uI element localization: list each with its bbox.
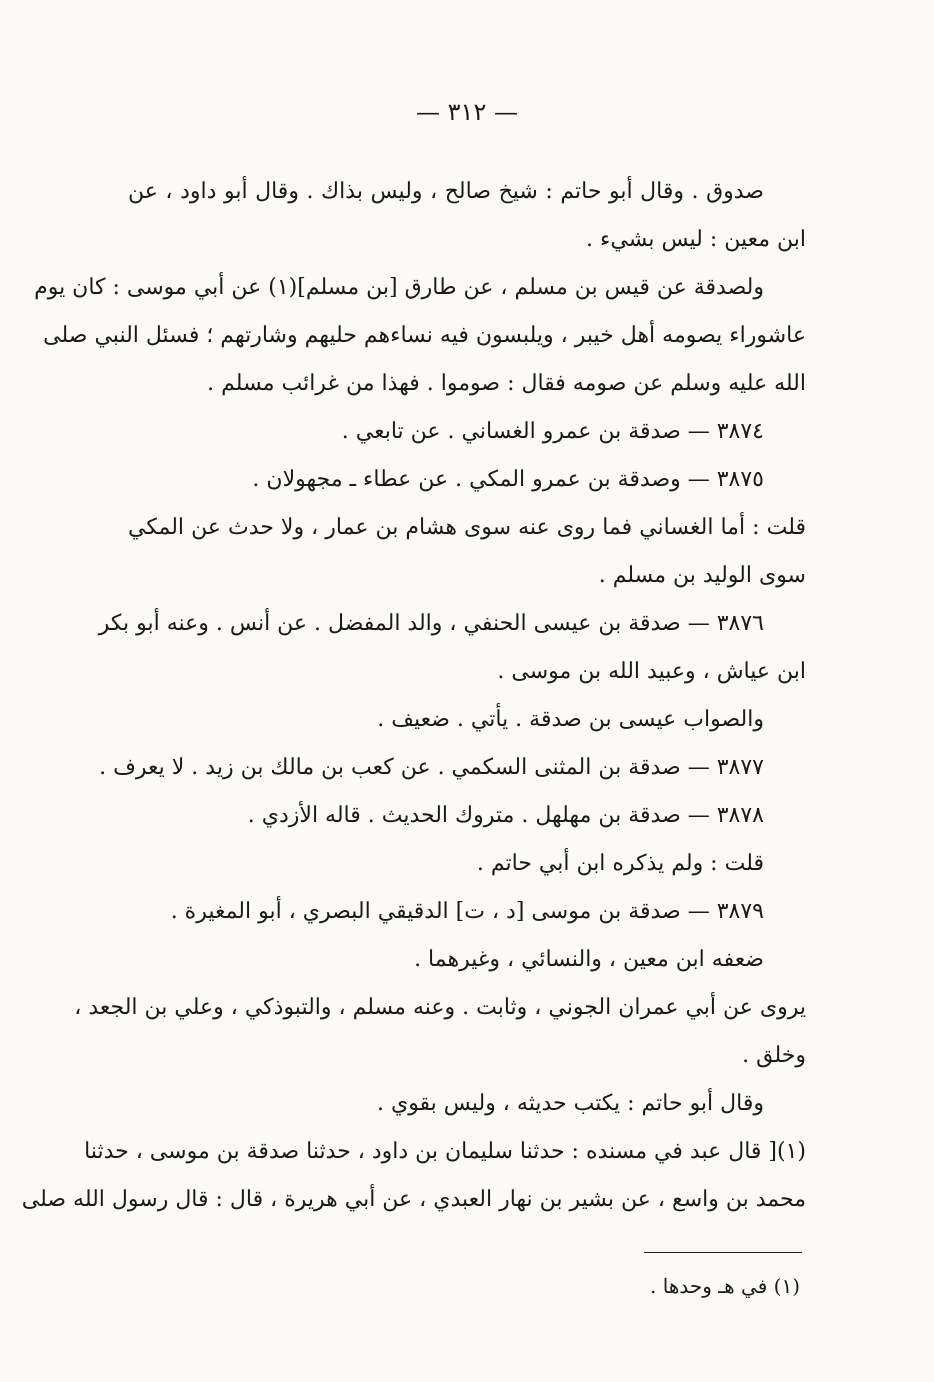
entry-3877: ٣٨٧٧ — صدقة بن المثنى السكمي . عن كعب بن مالك بن زيد . لا يعرف . xyxy=(99,755,764,780)
entry-3874: ٣٨٧٤ — صدقة بن عمرو الغساني . عن تابعي . xyxy=(341,419,764,444)
entry-3875: ٣٨٧٥ — وصدقة بن عمرو المكي . عن عطاء ـ مجهولان . xyxy=(252,467,764,492)
text-line: وخلق . xyxy=(742,1043,806,1068)
text-line: قلت : أما الغساني فما روى عنه سوى هشام بن عمار ، ولا حدث عن المكي xyxy=(128,515,806,540)
text-line: محمد بن واسع ، عن بشير بن نهار العبدي ، عن أبي هريرة ، قال : قال رسول الله صلى xyxy=(21,1187,806,1212)
text-line: سوى الوليد بن مسلم . xyxy=(598,563,806,588)
entry-3876: ٣٨٧٦ — صدقة بن عيسى الحنفي ، والد المفضل . عن أنس . وعنه أبو بكر xyxy=(98,611,764,636)
page-number: — ٣١٢ — xyxy=(416,98,518,126)
text-line: (١)[ قال عبد في مسنده : حدثنا سليمان بن داود ، حدثنا صدقة بن موسى ، حدثنا xyxy=(84,1139,806,1164)
text-line: يروى عن أبي عمران الجوني ، وثابت . وعنه مسلم ، والتبوذكي ، وعلي بن الجعد ، xyxy=(74,995,806,1020)
text-line: الله عليه وسلم عن صومه فقال : صوموا . فهذا من غرائب مسلم . xyxy=(207,371,806,396)
text-line: وقال أبو حاتم : يكتب حديثه ، وليس بقوي . xyxy=(376,1091,764,1116)
text-line: صدوق . وقال أبو حاتم : شيخ صالح ، وليس بذاك . وقال أبو داود ، عن xyxy=(128,179,764,204)
footnote-divider xyxy=(644,1252,802,1253)
text-line: ابن معين : ليس بشيء . xyxy=(586,227,806,252)
main-text xyxy=(21,168,806,1224)
entry-3879: ٣٨٧٩ — صدقة بن موسى [د ، ت] الدقيقي البصري ، أبو المغيرة . xyxy=(170,899,764,924)
text-line: ضعفه ابن معين ، والنسائي ، وغيرهما . xyxy=(414,947,764,972)
footnote: (١) في هـ وحدها . xyxy=(650,1274,800,1298)
entry-3878: ٣٨٧٨ — صدقة بن مهلهل . متروك الحديث . قاله الأزدي . xyxy=(247,803,764,828)
text-line: ابن عياش ، وعبيد الله بن موسى . xyxy=(497,659,806,684)
text-line: والصواب عيسى بن صدقة . يأتي . ضعيف . xyxy=(377,707,764,732)
text-line: قلت : ولم يذكره ابن أبي حاتم . xyxy=(476,851,764,876)
text-line: ولصدقة عن قيس بن مسلم ، عن طارق [بن مسلم](١) عن أبي موسى : كان يوم xyxy=(34,275,764,300)
text-line: عاشوراء يصومه أهل خيبر ، ويلبسون فيه نساءهم حليهم وشارتهم ؛ فسئل النبي صلى xyxy=(43,323,806,348)
